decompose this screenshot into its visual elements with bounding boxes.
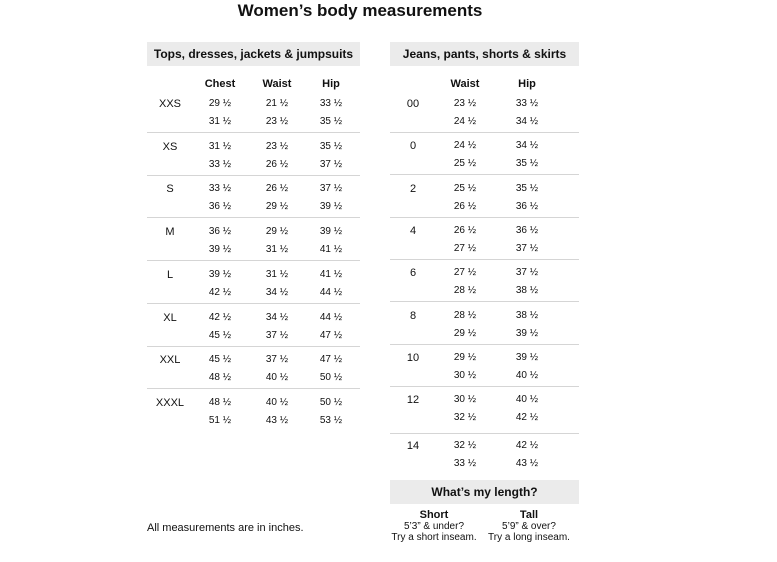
tops-col-header: Waist <box>262 78 292 90</box>
jeans-row-divider <box>390 132 579 133</box>
tops-cell: 23 ½ <box>265 116 289 127</box>
jeans-row-divider <box>390 259 579 260</box>
jeans-cell: 40 ½ <box>515 369 539 381</box>
tops-cell: 31 ½ <box>265 244 289 256</box>
jeans-cell: 37 ½ <box>515 242 539 254</box>
tops-cell: 44 ½ <box>319 311 343 323</box>
tops-cell: 21 ½ <box>265 98 289 109</box>
tops-cell: 34 ½ <box>265 286 289 298</box>
length-short-line2: Try a short inseam. <box>391 532 477 543</box>
tops-cell: 50 ½ <box>319 372 343 384</box>
tops-cell: 42 ½ <box>208 311 232 323</box>
jeans-col-header: Hip <box>518 78 536 90</box>
tops-cell: 26 ½ <box>265 183 289 195</box>
jeans-row-divider <box>390 217 579 218</box>
tops-cell: 37 ½ <box>319 183 343 195</box>
jeans-cell: 36 ½ <box>515 224 539 236</box>
tops-cell: 35 ½ <box>319 116 343 127</box>
jeans-cell: 33 ½ <box>515 98 539 109</box>
jeans-size-label: 0 <box>409 140 417 153</box>
jeans-size-label: 4 <box>409 224 417 237</box>
jeans-cell: 33 ½ <box>453 458 477 470</box>
tops-cell: 36 ½ <box>208 226 232 238</box>
tops-size-label: XXXL <box>155 396 185 409</box>
tops-cell: 33 ½ <box>208 158 232 170</box>
jeans-cell: 34 ½ <box>515 116 539 127</box>
tops-size-label: XL <box>163 311 177 324</box>
jeans-cell: 35 ½ <box>515 158 539 170</box>
jeans-cell: 42 ½ <box>515 440 539 452</box>
tops-cell: 23 ½ <box>265 140 289 152</box>
tops-cell: 39 ½ <box>208 244 232 256</box>
jeans-size-label: 12 <box>406 394 420 407</box>
tops-size-label: XXL <box>159 354 181 367</box>
jeans-cell: 39 ½ <box>515 327 539 339</box>
jeans-size-label: 2 <box>409 182 417 195</box>
tops-cell: 31 ½ <box>265 268 289 280</box>
tops-size-label: M <box>165 226 175 239</box>
length-tall-line2: Try a long inseam. <box>488 532 570 543</box>
tops-cell: 31 ½ <box>208 140 232 152</box>
jeans-size-label: 6 <box>409 267 417 280</box>
jeans-size-label: 8 <box>409 309 417 322</box>
tops-size-label: XXS <box>158 98 181 110</box>
length-tall-label: Tall <box>519 509 539 521</box>
jeans-cell: 40 ½ <box>515 394 539 406</box>
tops-cell: 45 ½ <box>208 329 232 341</box>
jeans-cell: 34 ½ <box>515 140 539 152</box>
tops-cell: 47 ½ <box>319 329 343 341</box>
page-title: Women’s body measurements <box>237 1 483 20</box>
tops-cell: 39 ½ <box>319 201 343 213</box>
jeans-cell: 38 ½ <box>515 309 539 321</box>
jeans-col-header: Waist <box>450 78 480 90</box>
jeans-cell: 37 ½ <box>515 267 539 279</box>
jeans-cell: 25 ½ <box>453 158 477 170</box>
jeans-cell: 29 ½ <box>453 351 477 363</box>
tops-cell: 36 ½ <box>208 201 232 213</box>
jeans-cell: 24 ½ <box>453 140 477 152</box>
tops-row-divider <box>147 346 360 347</box>
jeans-cell: 42 ½ <box>515 412 539 424</box>
jeans-cell: 36 ½ <box>515 200 539 212</box>
tops-cell: 47 ½ <box>319 354 343 366</box>
tops-size-label: S <box>166 183 174 196</box>
jeans-row-divider <box>390 386 579 387</box>
jeans-cell: 26 ½ <box>453 224 477 236</box>
length-tall-line1: 5’9” & over? <box>502 521 556 532</box>
tops-heading: Tops, dresses, jackets & jumpsuits <box>147 42 360 66</box>
tops-col-header: Hip <box>322 78 340 90</box>
jeans-cell: 24 ½ <box>453 116 477 127</box>
tops-cell: 48 ½ <box>208 396 232 408</box>
tops-cell: 44 ½ <box>319 286 343 298</box>
tops-cell: 29 ½ <box>265 226 289 238</box>
jeans-row-divider <box>390 174 579 175</box>
jeans-row-divider <box>390 344 579 345</box>
jeans-cell: 27 ½ <box>453 267 477 279</box>
tops-cell: 39 ½ <box>208 268 232 280</box>
tops-size-label: L <box>166 268 174 281</box>
tops-cell: 29 ½ <box>265 201 289 213</box>
tops-cell: 26 ½ <box>265 158 289 170</box>
length-short-line1: 5’3” & under? <box>403 521 465 532</box>
jeans-cell: 23 ½ <box>453 98 477 109</box>
tops-cell: 40 ½ <box>265 396 289 408</box>
jeans-cell: 27 ½ <box>453 242 477 254</box>
tops-cell: 31 ½ <box>208 116 232 127</box>
tops-cell: 37 ½ <box>265 329 289 341</box>
tops-cell: 37 ½ <box>319 158 343 170</box>
jeans-heading: Jeans, pants, shorts & skirts <box>390 42 579 66</box>
tops-cell: 42 ½ <box>208 286 232 298</box>
tops-size-label: XS <box>162 140 178 153</box>
jeans-cell: 32 ½ <box>453 412 477 424</box>
jeans-cell: 39 ½ <box>515 351 539 363</box>
tops-cell: 45 ½ <box>208 354 232 366</box>
jeans-cell: 38 ½ <box>515 285 539 297</box>
tops-cell: 39 ½ <box>319 226 343 238</box>
jeans-cell: 35 ½ <box>515 182 539 194</box>
tops-col-header: Chest <box>204 78 236 90</box>
jeans-cell: 28 ½ <box>453 309 477 321</box>
jeans-cell: 25 ½ <box>453 182 477 194</box>
tops-cell: 50 ½ <box>319 396 343 408</box>
tops-cell: 35 ½ <box>319 140 343 152</box>
jeans-row-divider <box>390 433 579 434</box>
jeans-cell: 32 ½ <box>453 440 477 452</box>
length-short-label: Short <box>419 509 449 521</box>
tops-cell: 43 ½ <box>265 414 289 426</box>
tops-cell: 40 ½ <box>265 372 289 384</box>
jeans-cell: 30 ½ <box>453 369 477 381</box>
tops-cell: 53 ½ <box>319 414 343 426</box>
jeans-size-label: 14 <box>406 440 420 453</box>
measurement-note: All measurements are in inches. <box>147 522 304 534</box>
jeans-size-label: 10 <box>406 351 420 364</box>
tops-cell: 33 ½ <box>319 98 343 109</box>
jeans-size-label: 00 <box>406 98 420 110</box>
tops-row-divider <box>147 388 360 389</box>
tops-cell: 41 ½ <box>319 268 343 280</box>
length-heading: What’s my length? <box>390 480 579 504</box>
tops-cell: 34 ½ <box>265 311 289 323</box>
tops-row-divider <box>147 132 360 133</box>
tops-row-divider <box>147 260 360 261</box>
jeans-cell: 26 ½ <box>453 200 477 212</box>
jeans-cell: 29 ½ <box>453 327 477 339</box>
jeans-cell: 30 ½ <box>453 394 477 406</box>
tops-cell: 33 ½ <box>208 183 232 195</box>
tops-row-divider <box>147 217 360 218</box>
tops-cell: 41 ½ <box>319 244 343 256</box>
tops-cell: 29 ½ <box>208 98 232 109</box>
tops-cell: 48 ½ <box>208 372 232 384</box>
tops-row-divider <box>147 303 360 304</box>
tops-row-divider <box>147 175 360 176</box>
jeans-cell: 43 ½ <box>515 458 539 470</box>
tops-cell: 37 ½ <box>265 354 289 366</box>
jeans-row-divider <box>390 301 579 302</box>
tops-cell: 51 ½ <box>208 414 232 426</box>
jeans-cell: 28 ½ <box>453 285 477 297</box>
